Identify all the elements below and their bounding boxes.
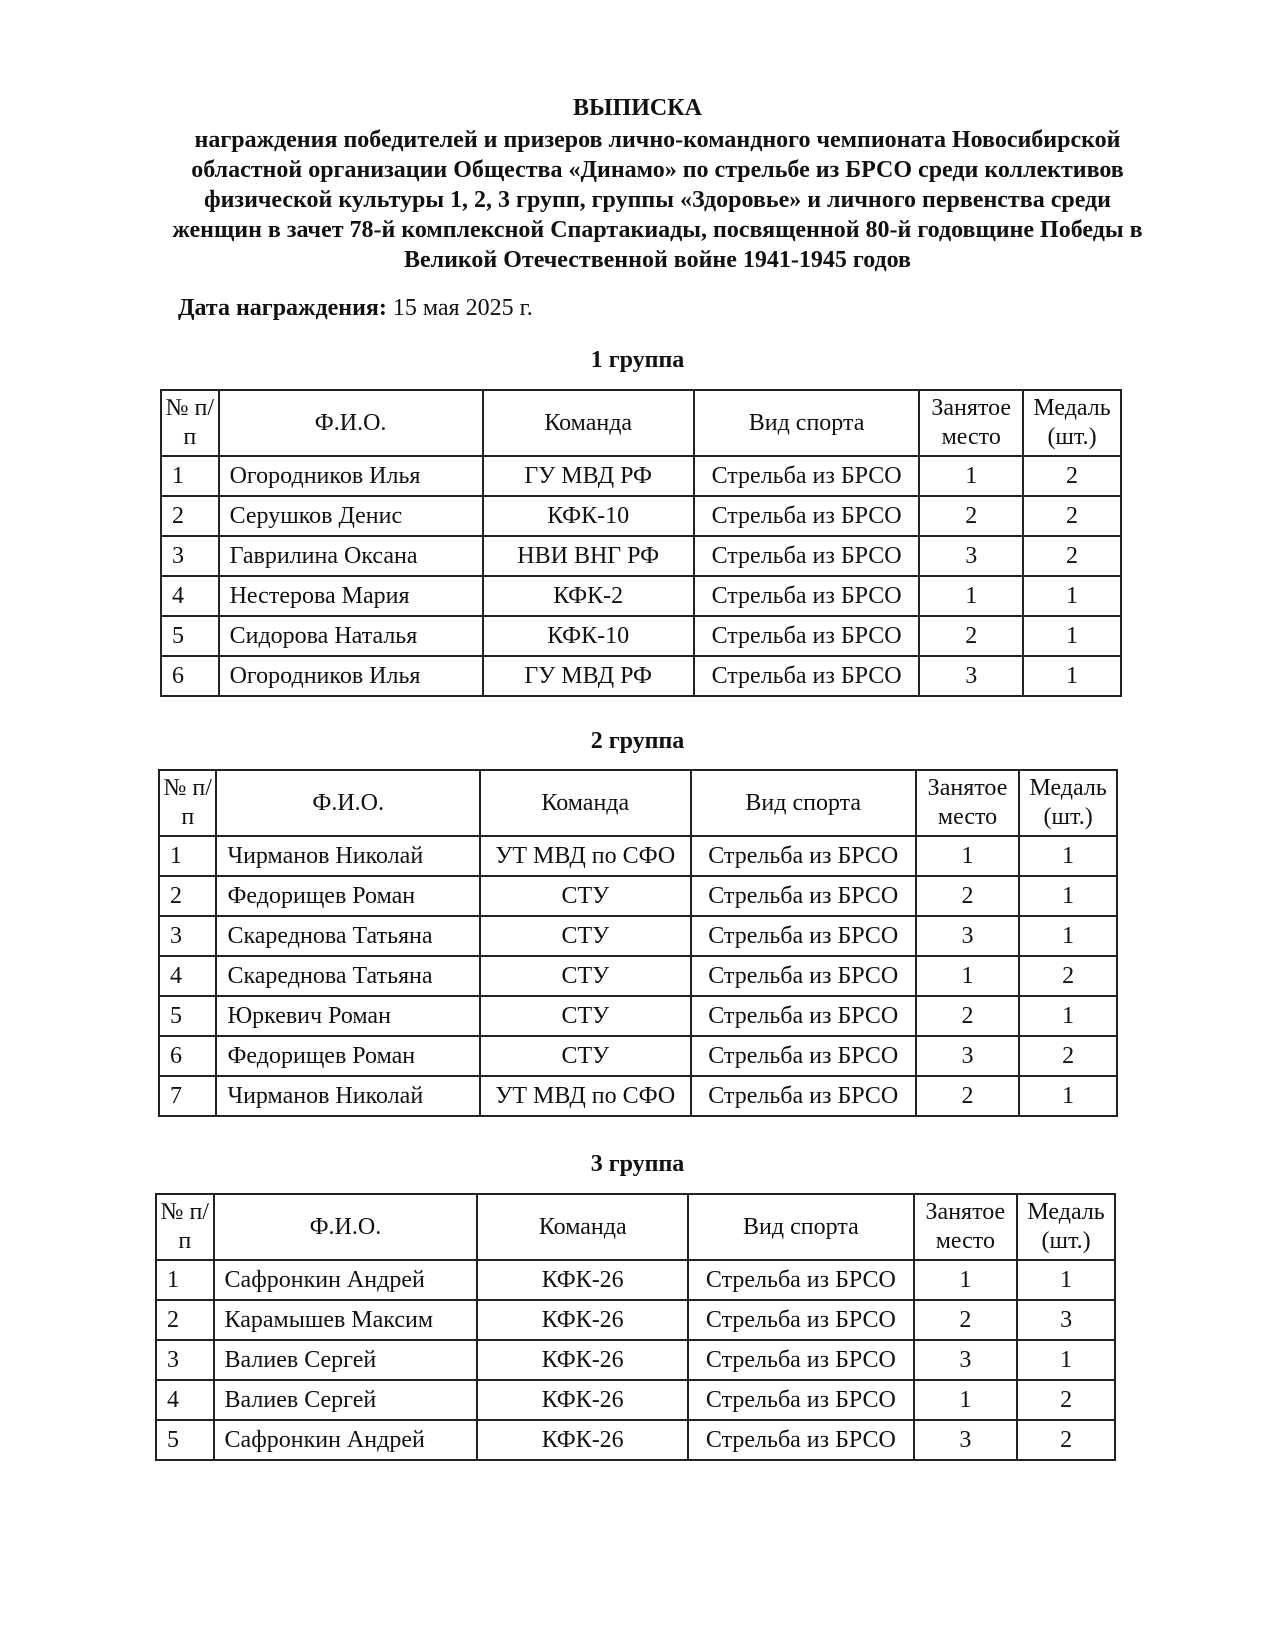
column-header-place: Занятое место xyxy=(914,1194,1018,1260)
column-header-team: Команда xyxy=(480,770,691,836)
cell-team: ГУ МВД РФ xyxy=(483,656,694,696)
cell-team: СТУ xyxy=(480,996,691,1036)
cell-team: КФК-26 xyxy=(477,1340,688,1380)
document-title: ВЫПИСКА xyxy=(573,95,702,121)
group-2-table xyxy=(158,769,1118,1117)
column-header-medal: Медаль (шт.) xyxy=(1023,390,1121,456)
cell-place: 2 xyxy=(919,496,1023,536)
cell-medal: 1 xyxy=(1019,836,1117,876)
cell-name: Серушков Денис xyxy=(219,496,483,536)
column-header-place: Занятое место xyxy=(916,770,1019,836)
cell-sport: Стрельба из БРСО xyxy=(691,956,916,996)
cell-n: 2 xyxy=(156,1300,214,1340)
cell-team: УТ МВД по СФО xyxy=(480,836,691,876)
cell-medal: 2 xyxy=(1017,1380,1115,1420)
cell-place: 2 xyxy=(914,1300,1018,1340)
cell-sport: Стрельба из БРСО xyxy=(694,616,920,656)
cell-sport: Стрельба из БРСО xyxy=(694,496,920,536)
cell-team: СТУ xyxy=(480,876,691,916)
cell-place: 3 xyxy=(916,916,1019,956)
group-1-heading: 1 группа xyxy=(590,347,685,373)
cell-name: Гаврилина Оксана xyxy=(219,536,483,576)
cell-n: 4 xyxy=(159,956,216,996)
cell-n: 7 xyxy=(159,1076,216,1116)
cell-name: Сидорова Наталья xyxy=(219,616,483,656)
cell-team: КФК-10 xyxy=(483,496,694,536)
cell-n: 1 xyxy=(156,1260,214,1300)
cell-sport: Стрельба из БРСО xyxy=(688,1260,913,1300)
cell-medal: 2 xyxy=(1023,536,1121,576)
cell-n: 4 xyxy=(161,576,219,616)
column-header-team: Команда xyxy=(483,390,694,456)
cell-place: 1 xyxy=(916,836,1019,876)
group-3-heading: 3 группа xyxy=(590,1151,685,1177)
column-header-name: Ф.И.О. xyxy=(219,390,483,456)
column-header-team: Команда xyxy=(477,1194,688,1260)
cell-name: Юркевич Роман xyxy=(216,996,479,1036)
table-row xyxy=(161,576,1121,616)
cell-medal: 3 xyxy=(1017,1300,1115,1340)
cell-place: 1 xyxy=(914,1380,1018,1420)
cell-name: Карамышев Максим xyxy=(214,1300,478,1340)
table-row xyxy=(156,1340,1115,1380)
cell-sport: Стрельба из БРСО xyxy=(691,1036,916,1076)
cell-team: УТ МВД по СФО xyxy=(480,1076,691,1116)
award-date-label: Дата награждения: xyxy=(178,295,387,321)
cell-medal: 1 xyxy=(1023,616,1121,656)
cell-medal: 1 xyxy=(1017,1260,1115,1300)
cell-n: 5 xyxy=(161,616,219,656)
column-header-medal: Медаль (шт.) xyxy=(1017,1194,1115,1260)
table-row xyxy=(156,1380,1115,1420)
table-row xyxy=(156,1300,1115,1340)
cell-name: Сафронкин Андрей xyxy=(214,1260,478,1300)
cell-name: Сафронкин Андрей xyxy=(214,1420,478,1460)
cell-medal: 2 xyxy=(1019,1036,1117,1076)
cell-sport: Стрельба из БРСО xyxy=(691,916,916,956)
cell-name: Валиев Сергей xyxy=(214,1340,478,1380)
table-row xyxy=(159,836,1117,876)
cell-n: 3 xyxy=(161,536,219,576)
cell-team: СТУ xyxy=(480,1036,691,1076)
table-row xyxy=(161,656,1121,696)
cell-medal: 2 xyxy=(1019,956,1117,996)
cell-medal: 1 xyxy=(1023,576,1121,616)
cell-sport: Стрельба из БРСО xyxy=(691,996,916,1036)
cell-team: НВИ ВНГ РФ xyxy=(483,536,694,576)
cell-name: Валиев Сергей xyxy=(214,1380,478,1420)
cell-sport: Стрельба из БРСО xyxy=(688,1420,913,1460)
column-header-medal: Медаль (шт.) xyxy=(1019,770,1117,836)
column-header-sport: Вид спорта xyxy=(691,770,916,836)
column-header-num: № п/п xyxy=(159,770,216,836)
cell-n: 2 xyxy=(159,876,216,916)
table-row xyxy=(156,1420,1115,1460)
cell-n: 4 xyxy=(156,1380,214,1420)
cell-n: 6 xyxy=(161,656,219,696)
cell-sport: Стрельба из БРСО xyxy=(694,576,920,616)
column-header-num: № п/п xyxy=(161,390,219,456)
cell-place: 2 xyxy=(916,876,1019,916)
cell-place: 3 xyxy=(914,1340,1018,1380)
cell-place: 3 xyxy=(914,1420,1018,1460)
cell-place: 1 xyxy=(919,576,1023,616)
cell-medal: 1 xyxy=(1019,876,1117,916)
cell-sport: Стрельба из БРСО xyxy=(694,536,920,576)
cell-name: Федорищев Роман xyxy=(216,876,479,916)
table-row xyxy=(159,1076,1117,1116)
column-header-sport: Вид спорта xyxy=(694,390,920,456)
cell-name: Чирманов Николай xyxy=(216,1076,479,1116)
table-row xyxy=(156,1260,1115,1300)
table-row xyxy=(161,496,1121,536)
cell-n: 1 xyxy=(161,456,219,496)
cell-team: СТУ xyxy=(480,916,691,956)
cell-sport: Стрельба из БРСО xyxy=(694,656,920,696)
cell-place: 1 xyxy=(919,456,1023,496)
table-header-row xyxy=(161,390,1121,456)
cell-name: Огородников Илья xyxy=(219,656,483,696)
table-row xyxy=(161,536,1121,576)
table-row xyxy=(159,956,1117,996)
cell-team: КФК-2 xyxy=(483,576,694,616)
cell-n: 2 xyxy=(161,496,219,536)
cell-team: КФК-26 xyxy=(477,1380,688,1420)
column-header-place: Занятое место xyxy=(919,390,1023,456)
cell-medal: 2 xyxy=(1023,456,1121,496)
cell-sport: Стрельба из БРСО xyxy=(688,1340,913,1380)
cell-team: ГУ МВД РФ xyxy=(483,456,694,496)
cell-sport: Стрельба из БРСО xyxy=(688,1380,913,1420)
cell-team: КФК-26 xyxy=(477,1260,688,1300)
cell-sport: Стрельба из БРСО xyxy=(694,456,920,496)
cell-n: 1 xyxy=(159,836,216,876)
cell-medal: 1 xyxy=(1019,1076,1117,1116)
cell-n: 5 xyxy=(159,996,216,1036)
cell-name: Скареднова Татьяна xyxy=(216,916,479,956)
document-subtitle: награждения победителей и призеров лично-командного чемпионата Новосибирской областной организации Общества «Динамо» по стрельбе из БРСО среди коллективов физической культуры 1, 2, 3 групп, группы «Здоровье» и личного первенства среди женщин в зачет 78-й комплексной Спартакиады, посвященной 80-й годовщине Победы в Великой Отечественной войне 1941-1945 годов xyxy=(172,127,1143,273)
cell-medal: 1 xyxy=(1023,656,1121,696)
table-header-row xyxy=(159,770,1117,836)
cell-medal: 2 xyxy=(1023,496,1121,536)
table-row xyxy=(159,1036,1117,1076)
cell-name: Чирманов Николай xyxy=(216,836,479,876)
award-date xyxy=(178,295,533,322)
group-1-table xyxy=(160,389,1122,697)
cell-place: 2 xyxy=(916,1076,1019,1116)
table-row xyxy=(159,996,1117,1036)
cell-medal: 1 xyxy=(1017,1340,1115,1380)
cell-sport: Стрельба из БРСО xyxy=(691,876,916,916)
cell-place: 3 xyxy=(916,1036,1019,1076)
table-row xyxy=(159,916,1117,956)
cell-n: 3 xyxy=(159,916,216,956)
cell-team: СТУ xyxy=(480,956,691,996)
cell-place: 3 xyxy=(919,656,1023,696)
column-header-sport: Вид спорта xyxy=(688,1194,913,1260)
cell-team: КФК-10 xyxy=(483,616,694,656)
cell-team: КФК-26 xyxy=(477,1300,688,1340)
cell-n: 3 xyxy=(156,1340,214,1380)
cell-place: 2 xyxy=(919,616,1023,656)
cell-place: 2 xyxy=(916,996,1019,1036)
table-row xyxy=(161,456,1121,496)
award-date-value: 15 мая 2025 г. xyxy=(392,295,533,321)
cell-medal: 1 xyxy=(1019,996,1117,1036)
cell-n: 6 xyxy=(159,1036,216,1076)
column-header-num: № п/п xyxy=(156,1194,214,1260)
cell-name: Нестерова Мария xyxy=(219,576,483,616)
cell-place: 1 xyxy=(914,1260,1018,1300)
cell-name: Федорищев Роман xyxy=(216,1036,479,1076)
table-row xyxy=(159,876,1117,916)
cell-medal: 2 xyxy=(1017,1420,1115,1460)
group-2-heading: 2 группа xyxy=(590,728,685,754)
cell-place: 3 xyxy=(919,536,1023,576)
group-3-table xyxy=(155,1193,1116,1461)
cell-medal: 1 xyxy=(1019,916,1117,956)
cell-sport: Стрельба из БРСО xyxy=(691,836,916,876)
cell-place: 1 xyxy=(916,956,1019,996)
table-row xyxy=(161,616,1121,656)
cell-name: Огородников Илья xyxy=(219,456,483,496)
column-header-name: Ф.И.О. xyxy=(214,1194,478,1260)
column-header-name: Ф.И.О. xyxy=(216,770,479,836)
cell-team: КФК-26 xyxy=(477,1420,688,1460)
cell-sport: Стрельба из БРСО xyxy=(691,1076,916,1116)
cell-sport: Стрельба из БРСО xyxy=(688,1300,913,1340)
cell-n: 5 xyxy=(156,1420,214,1460)
cell-name: Скареднова Татьяна xyxy=(216,956,479,996)
table-header-row xyxy=(156,1194,1115,1260)
